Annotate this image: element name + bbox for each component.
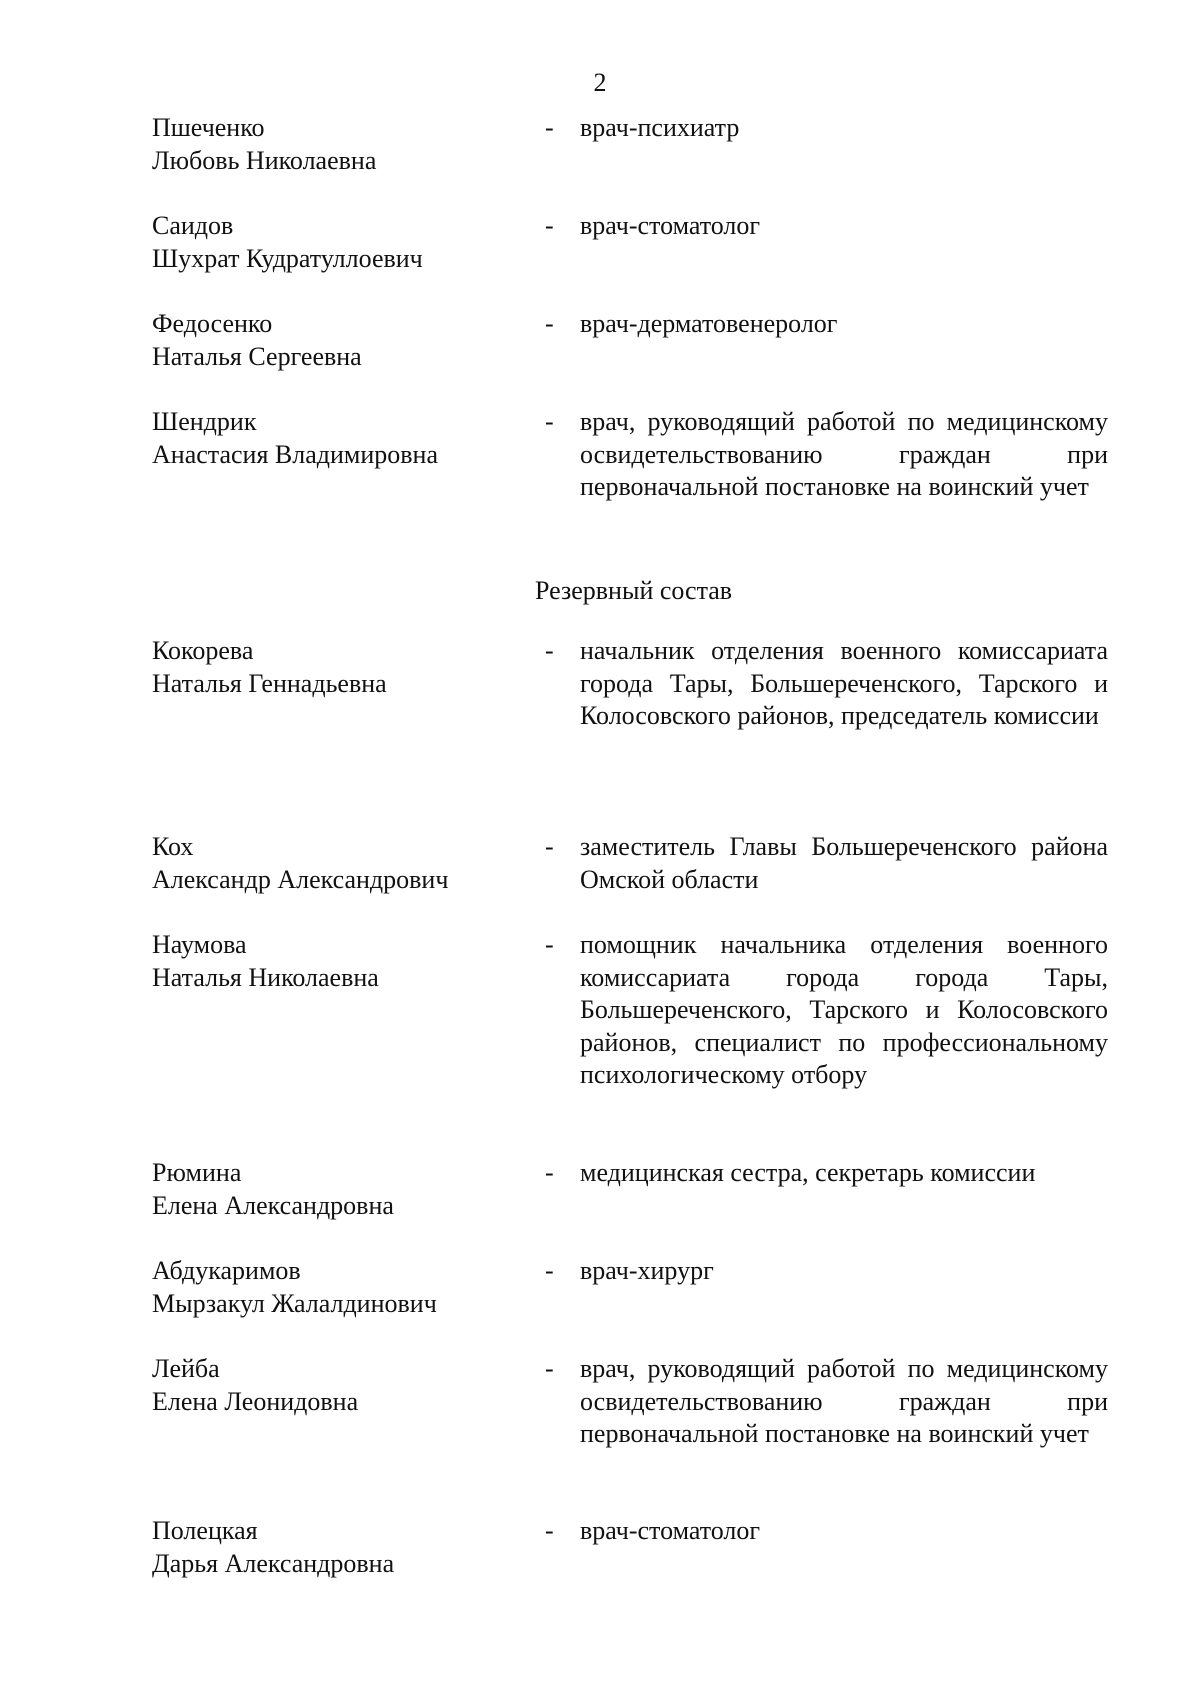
member-surname: Саидов <box>152 211 234 240</box>
dash-separator: - <box>545 1158 554 1187</box>
dash-separator: - <box>545 636 554 665</box>
member-given-names: Наталья Геннадьевна <box>152 668 387 698</box>
member-given-names: Елена Александровна <box>152 1190 394 1220</box>
dash-separator: - <box>545 1516 554 1545</box>
dash-separator: - <box>545 1256 554 1285</box>
member-surname: Пшеченко <box>152 113 265 142</box>
member-position: врач-психиатр <box>580 113 740 142</box>
member-surname: Абдукаримов <box>152 1256 301 1285</box>
member-surname: Шендрик <box>152 407 257 436</box>
page-number: 2 <box>593 68 607 97</box>
member-given-names: Наталья Николаевна <box>152 962 379 992</box>
dash-separator: - <box>545 832 554 861</box>
member-name <box>152 929 512 994</box>
dash-separator: - <box>545 1354 554 1383</box>
dash-separator: - <box>545 407 554 436</box>
dash-separator: - <box>545 930 554 959</box>
member-position: медицинская сестра, секретарь комиссии <box>580 1158 1036 1187</box>
dash-separator: - <box>545 113 554 142</box>
member-surname: Полецкая <box>152 1516 258 1545</box>
member-position: помощник начальника отделения военного комиссариата города города Тары, Большереченского, Тарского и Колосовского районов, специалист по профессиональному психологическому отбору <box>580 930 1108 1089</box>
member-position: врач-стоматолог <box>580 1516 761 1545</box>
member-surname: Кох <box>152 832 194 861</box>
member-position: заместитель Главы Большереченского района Омской области <box>580 832 1108 894</box>
dash-separator: - <box>545 309 554 338</box>
member-name <box>152 831 512 896</box>
member-given-names: Любовь Николаевна <box>152 145 377 175</box>
member-given-names: Наталья Сергеевна <box>152 341 362 371</box>
member-surname: Лейба <box>152 1354 220 1383</box>
member-name <box>152 112 512 177</box>
member-name <box>152 635 512 700</box>
member-name <box>152 1157 512 1222</box>
dash-separator: - <box>545 211 554 240</box>
member-given-names: Шухрат Кудратуллоевич <box>152 243 423 273</box>
member-name <box>152 1255 512 1320</box>
member-given-names: Елена Леонидовна <box>152 1386 359 1416</box>
member-position: врач, руководящий работой по медицинскому освидетельствованию граждан при первоначальной постановке на воинский учет <box>580 407 1108 501</box>
member-given-names: Александр Александрович <box>152 864 449 894</box>
member-name <box>152 1515 512 1580</box>
member-position: врач-хирург <box>580 1256 714 1285</box>
member-given-names: Мырзакул Жалалдинович <box>152 1288 437 1318</box>
member-name <box>152 406 512 471</box>
member-position: врач, руководящий работой по медицинскому освидетельствованию граждан при первоначальной постановке на воинский учет <box>580 1354 1108 1448</box>
member-surname: Кокорева <box>152 636 254 665</box>
member-name <box>152 210 512 275</box>
member-surname: Наумова <box>152 930 247 959</box>
member-name <box>152 308 512 373</box>
reserve-section-heading: Резервный состав <box>535 576 733 605</box>
member-surname: Федосенко <box>152 309 273 338</box>
member-given-names: Дарья Александровна <box>152 1548 395 1578</box>
member-name <box>152 1353 512 1418</box>
member-given-names: Анастасия Владимировна <box>152 439 438 469</box>
member-position: врач-дерматовенеролог <box>580 309 838 338</box>
member-position: врач-стоматолог <box>580 211 761 240</box>
member-position: начальник отделения военного комиссариата города Тары, Большереченского, Тарского и Колосовского районов, председатель комиссии <box>580 636 1108 730</box>
member-surname: Рюмина <box>152 1158 242 1187</box>
